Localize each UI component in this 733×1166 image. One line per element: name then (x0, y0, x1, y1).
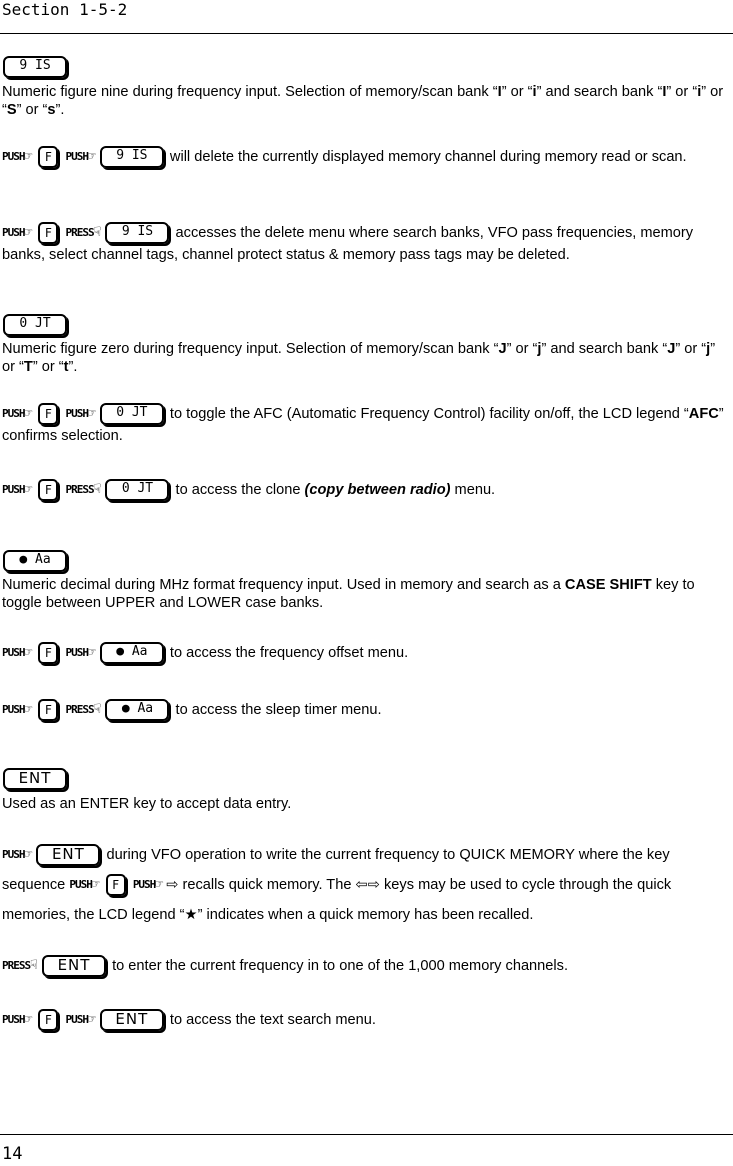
key-9-row (2, 56, 730, 78)
push-icon: PUSH☞ (2, 847, 32, 863)
key-ent-row (2, 768, 730, 790)
key-0-icon: 0 JT (100, 403, 164, 425)
f-key-icon: F (38, 699, 58, 721)
key-ent-description: Used as an ENTER key to accept data entry. (2, 796, 292, 812)
key-9-icon: 9 IS (105, 222, 169, 244)
push-icon: PUSH☞ (69, 877, 99, 893)
key-dot-push-f-press: PUSH☞ F PRESS☟ ● Aa to access the sleep timer menu. (2, 699, 730, 721)
press-icon: PRESS☟ (65, 225, 101, 241)
push-icon: PUSH☞ (65, 645, 95, 661)
push-icon: PUSH☞ (132, 877, 163, 893)
key-ent-icon: ENT (100, 1009, 164, 1031)
key-9-push-f-push: PUSH☞ F PUSH☞ 9 IS will delete the currently displayed memory channel during memory read or scan. (2, 146, 730, 168)
f-key-icon: F (38, 1009, 58, 1031)
push-icon: PUSH☞ (2, 225, 32, 241)
press-icon: PRESS☟ (65, 482, 101, 498)
push-icon: PUSH☞ (65, 406, 95, 422)
key-ent-press: PRESS☟ ENT to enter the current frequency in to one of the 1,000 memory channels. (2, 955, 730, 977)
key-0-icon: 0 JT (105, 479, 169, 501)
key-9-description: Numeric figure nine during frequency input. Selection of memory/scan bank “I” or “i” and search bank “I” or “i” or “S” or “s”. (2, 84, 724, 118)
key-dot-icon: ● Aa (3, 550, 67, 572)
key-9-icon: 9 IS (3, 56, 67, 78)
header-rule (0, 33, 733, 34)
key-dot-description: Numeric decimal during MHz format frequency input. Used in memory and search as a CASE SHIFT key to toggle between UPPER and LOWER case banks. (2, 577, 695, 611)
key-0-icon: 0 JT (3, 314, 67, 336)
push-icon: PUSH☞ (2, 406, 32, 422)
key-0-push-f-push: PUSH☞ F PUSH☞ 0 JT to toggle the AFC (Automatic Frequency Control) facility on/off, the LCD legend “AFC” confirms selection. (2, 405, 724, 445)
push-icon: PUSH☞ (2, 149, 32, 165)
push-icon: PUSH☞ (2, 1012, 32, 1028)
key-0-row (2, 314, 730, 336)
f-key-icon: F (38, 146, 58, 168)
f-key-icon: F (38, 222, 58, 244)
key-ent-push-f-push: PUSH☞ F PUSH☞ ENT to access the text search menu. (2, 1009, 730, 1031)
f-key-icon: F (38, 403, 58, 425)
key-dot-icon: ● Aa (100, 642, 164, 664)
f-key-icon: F (106, 874, 126, 896)
push-icon: PUSH☞ (2, 645, 32, 661)
key-ent-icon: ENT (3, 768, 67, 790)
key-dot-push-f-push: PUSH☞ F PUSH☞ ● Aa to access the frequency offset menu. (2, 642, 730, 664)
section-header: Section 1-5-2 (2, 0, 128, 19)
press-icon: PRESS☟ (65, 702, 101, 718)
key-9-icon: 9 IS (100, 146, 164, 168)
key-0-description: Numeric figure zero during frequency input. Selection of memory/scan bank “J” or “j” and search bank “J” or “j” or “T” or “t”. (2, 341, 716, 375)
key-ent-icon: ENT (42, 955, 106, 977)
f-key-icon: F (38, 642, 58, 664)
push-icon: PUSH☞ (65, 1012, 95, 1028)
push-icon: PUSH☞ (65, 149, 95, 165)
press-icon: PRESS☟ (2, 958, 37, 974)
key-0-push-f-press: PUSH☞ F PRESS☟ 0 JT to access the clone (copy between radio) menu. (2, 479, 730, 501)
key-dot-row (2, 550, 730, 572)
footer-rule (0, 1134, 733, 1135)
push-icon: PUSH☞ (2, 482, 32, 498)
key-ent-icon: ENT (36, 844, 100, 866)
f-key-icon: F (38, 479, 58, 501)
page-number: 14 (2, 1144, 23, 1164)
push-icon: PUSH☞ (2, 702, 32, 718)
key-dot-icon: ● Aa (105, 699, 169, 721)
key-9-push-f-press: PUSH☞ F PRESS☟ 9 IS accesses the delete menu where search banks, VFO pass frequencies, memory banks, select channel tags, channel protect status & memory pass tags may be deleted. (2, 224, 694, 264)
key-ent-push: PUSH☞ ENT during VFO operation to write the current frequency to QUICK MEMORY where the key sequence PUSH☞ F PUSH☞ ⇨ recalls quick memory. The ⇦⇨ keys may be used to cycle through the quick memories, the LCD legend “★” indicates when a quick memory has been recalled. (2, 840, 730, 930)
